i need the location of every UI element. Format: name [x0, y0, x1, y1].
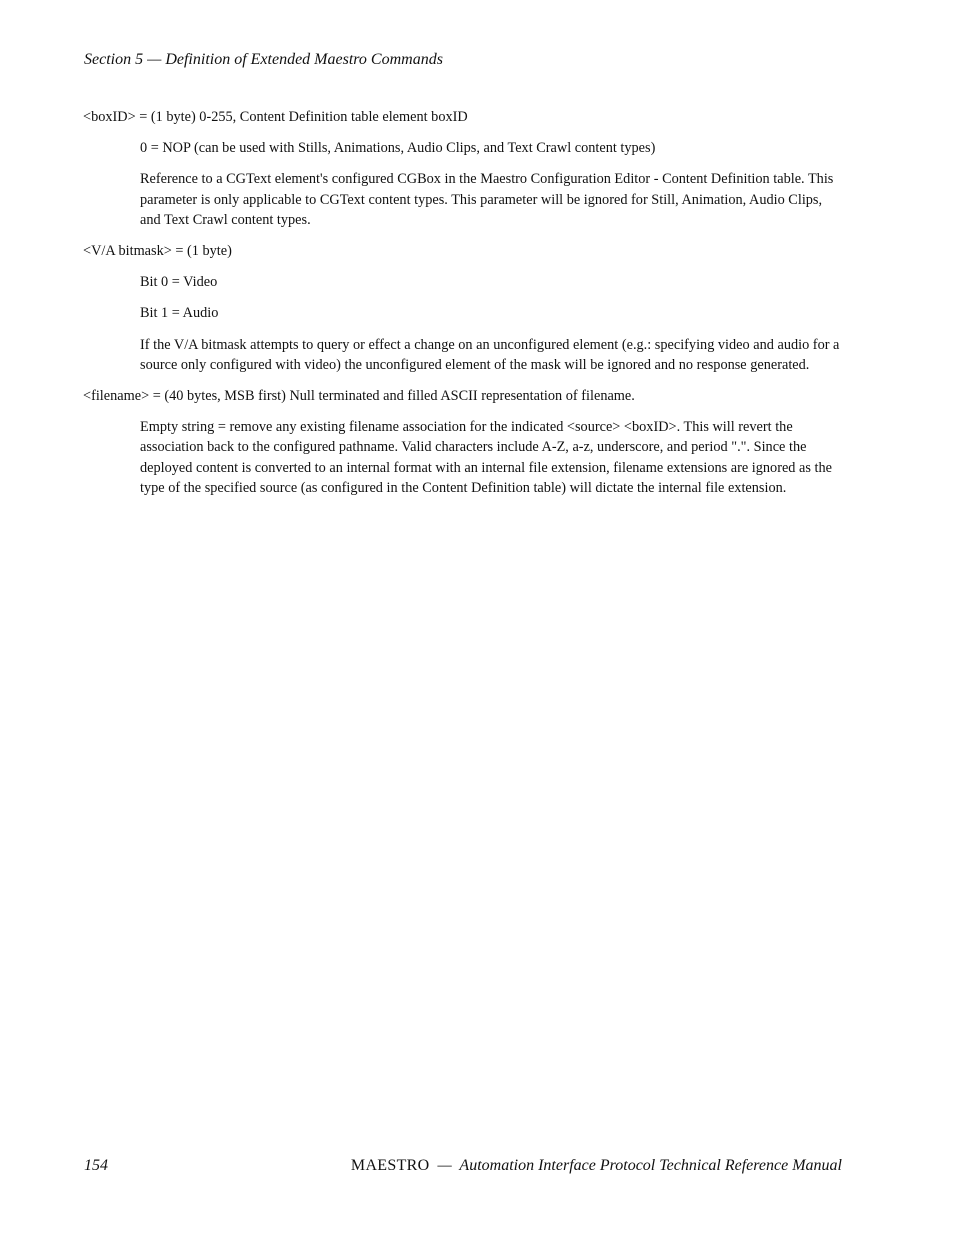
va-bitmask-note: If the V/A bitmask attempts to query or effect a change on an unconfigured element (e.g.: specifying video and audio for a source only configured with video) the unconfigured element of the mask will be ignored and no response generated. [140, 336, 840, 373]
footer-manual-title [351, 1157, 842, 1175]
filename-empty-string-description: Empty string = remove any existing filename association for the indicated <source> <boxID>. This will revert the association back to the configured pathname. Valid characters include A-Z, a-z, underscore, and period ".". Since the deployed content is converted to an internal format with an internal file extension, filename extensions are ignored as the type of the specified source (as configured in the Content Definition table) will dictate the internal file extension. [140, 419, 832, 496]
footer-separator: — [429, 1157, 460, 1174]
page-number: 154 [84, 1157, 108, 1174]
footer-product-name: MAESTRO [350, 1157, 430, 1174]
boxid-reference-description: Reference to a CGText element's configured CGBox in the Maestro Configuration Editor - Content Definition table. This parameter is only applicable to CGText content types. This parameter will be ignored for Still, Animation, Audio Clips, and Text Crawl content types. [140, 171, 834, 228]
va-bitmask-bit0: Bit 0 = Video [140, 274, 218, 291]
boxid-definition: <boxID> = (1 byte) 0-255, Content Definition table element boxID [83, 109, 468, 125]
page-content [83, 107, 843, 509]
boxid-nop-description: 0 = NOP (can be used with Stills, Animations, Audio Clips, and Text Crawl content types) [140, 140, 656, 157]
va-bitmask-bit1: Bit 1 = Audio [140, 305, 219, 322]
running-header: Section 5 — Definition of Extended Maestro Commands [84, 51, 443, 68]
filename-definition: <filename> = (40 bytes, MSB first) Null terminated and filled ASCII representation of filename. [83, 388, 635, 405]
va-bitmask-definition: <V/A bitmask> = (1 byte) [83, 243, 232, 260]
footer-manual-name: Automation Interface Protocol Technical Reference Manual [459, 1157, 842, 1174]
